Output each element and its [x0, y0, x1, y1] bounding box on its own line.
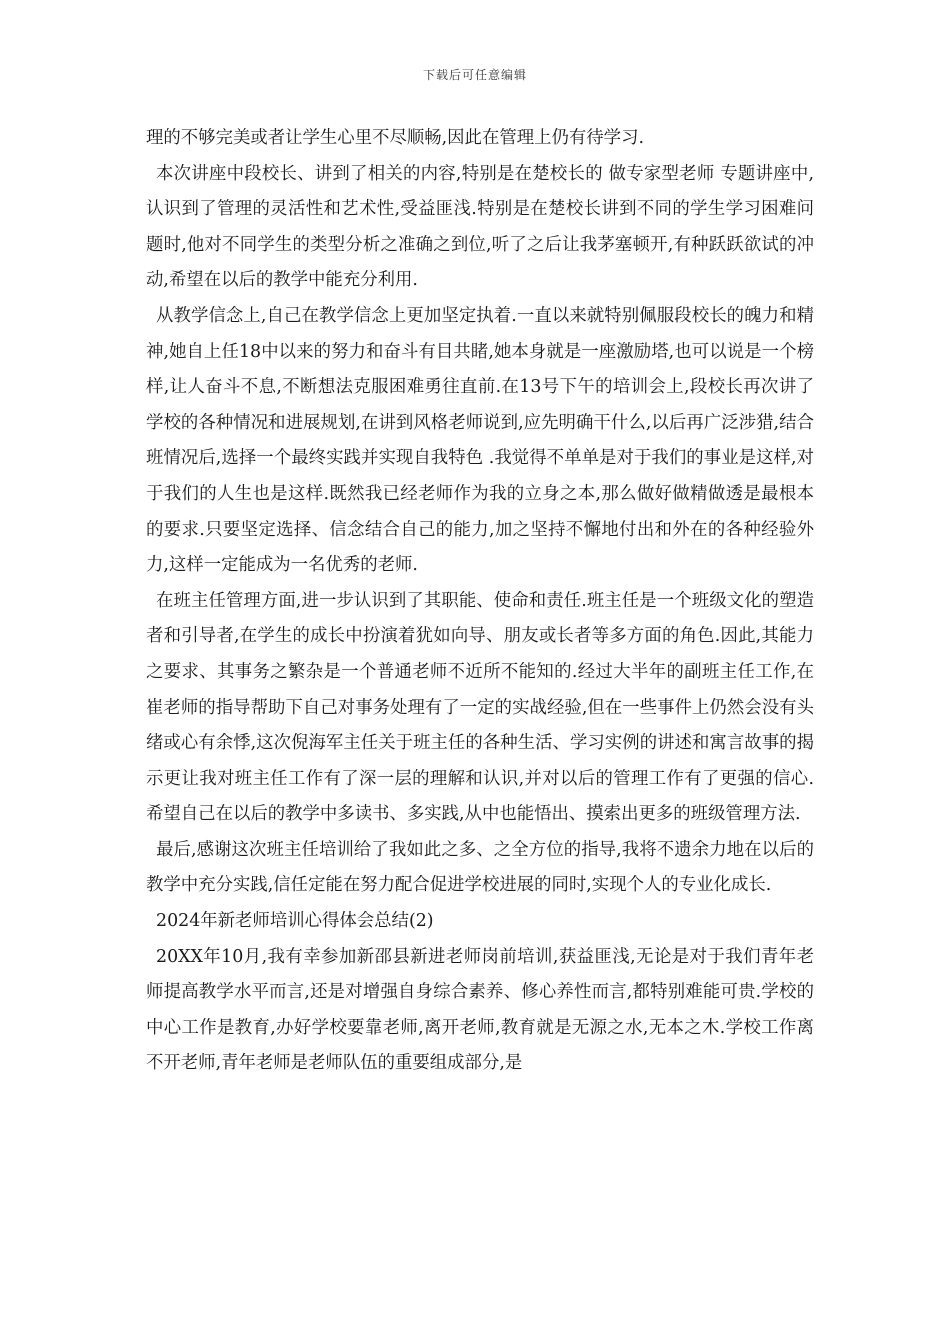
paragraph: 在班主任管理方面,进一步认识到了其职能、使命和责任.班主任是一个班级文化的塑造者和引导者,在学生的成长中扮演着犹如向导、朋友或长者等多方面的角色.因此,其能力之要求、其事务之繁杂是一个普通老师不近所不能知的.经过大半年的副班主任工作,在崔老师的指导帮助下自己对事务处理有了一定的实战经验,但在一些事件上仍然会没有头绪或心有余悸,这次倪海军主任关于班主任的各种生活、学习实例的讲述和寓言故事的揭示更让我对班主任工作有了深一层的理解和认识,并对以后的管理工作有了更强的信心.希望自己在以后的教学中多读书、多实践,从中也能悟出、摸索出更多的班级管理方法. [146, 590, 814, 825]
section-heading: 2024年新老师培训心得体会总结(2) [156, 911, 434, 932]
document-body [146, 121, 814, 1082]
paragraph: 20XX年10月,我有幸参加新邵县新进老师岗前培训,获益匪浅,无论是对于我们青年老师提高教学水平而言,还是对增强自身综合素养、修心养性而言,都特别难能可贵.学校的中心工作是教育,办好学校要靠老师,离开老师,教育就是无源之水,无本之木.学校工作离不开老师,青年老师是老师队伍的重要组成部分,是 [146, 946, 814, 1074]
paragraph: 理的不够完美或者让学生心里不尽顺畅,因此在管理上仍有待学习. [146, 128, 644, 148]
paragraph: 从教学信念上,自己在教学信念上更加坚定执着.一直以来就特别佩服段校长的魄力和精神,她自上任18中以来的努力和奋斗有目共睹,她本身就是一座激励塔,也可以说是一个榜样,让人奋斗不息,不断想法克服困难勇往直前.在13号下午的培训会上,段校长再次讲了学校的各种情况和进展规划,在讲到风格老师说到,应先明确干什么,以后再广泛涉猎,结合班情况后,选择一个最终实践并实现自我特色 .我觉得不单单是对于我们的事业是这样,对于我们的人生也是这样.既然我已经老师作为我的立身之本,那么做好做精做透是最根本的要求.只要坚定选择、信念结合自己的能力,加之坚持不懈地付出和外在的各种经验外力,这样一定能成为一名优秀的老师. [146, 305, 814, 576]
paragraph: 本次讲座中段校长、讲到了相关的内容,特别是在楚校长的 做专家型老师 专题讲座中,认识到了管理的灵活性和艺术性,受益匪浅.特别是在楚校长讲到不同的学生学习困难问题时,他对不同学生的类型分析之准确之到位,听了之后让我茅塞顿开,有种跃跃欲试的冲动,希望在以后的教学中能充分利用. [146, 163, 814, 291]
page-header-note: 下载后可任意编辑 [422, 68, 527, 82]
paragraph: 最后,感谢这次班主任培训给了我如此之多、之全方位的指导,我将不遗余力地在以后的教学中充分实践,信任定能在努力配合促进学校进展的同时,实现个人的专业化成长. [146, 839, 814, 896]
